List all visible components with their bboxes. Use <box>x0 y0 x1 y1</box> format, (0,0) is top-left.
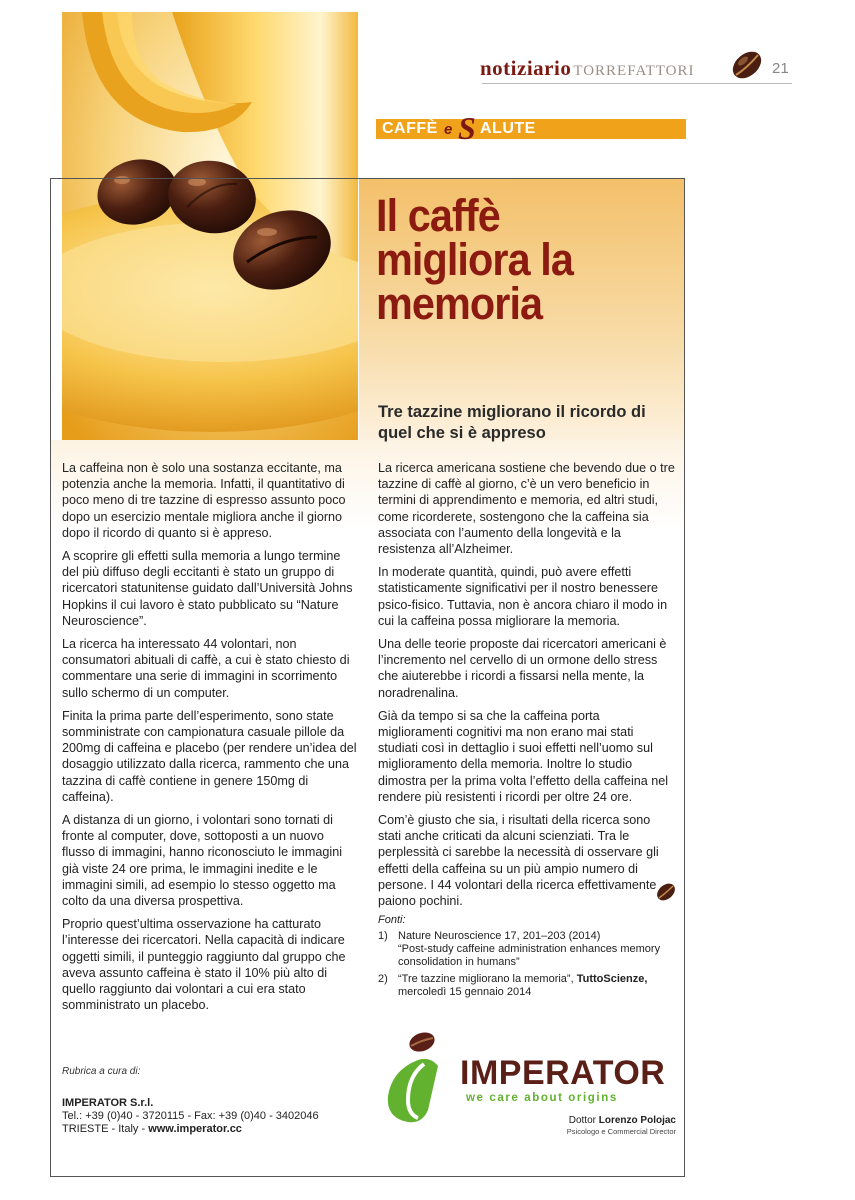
column-credit-label: Rubrica a cura di: <box>62 1066 141 1077</box>
paragraph: La ricerca ha interessato 44 volontari, non consumatori abituali di caffè, a cui è stato chiesto di commentare una serie di immagini in scorrimento sullo schermo di un computer. <box>62 637 350 700</box>
source-item <box>378 973 678 999</box>
paragraph: La ricerca americana sostiene che bevendo due o tre tazzine di caffè al giorno, c’è un vero beneficio in termini di apprendimento e memoria, ed altri studi, come ricorderete, sostengono che la caffeina sia associata con l’aumento della longevità e la resistenza all’Alzheimer. <box>378 461 675 557</box>
paragraph: Finita la prima parte dell’esperimento, sono state somministrate con campionatura casuale pillole da 200mg di caffeina e placebo (per rendere un’idea del dosaggio utilizzato dalla ricerca, rammento che una tazzina di caffè contiene in genere 150mg di caffeina). <box>62 708 357 804</box>
section-label-1: CAFFÈ <box>382 120 438 137</box>
section-banner <box>376 110 686 146</box>
author-role: Psicologo e Commercial Director <box>566 1127 676 1136</box>
company-city: TRIESTE - Italy - <box>62 1123 149 1135</box>
imperator-logo-icon <box>378 1026 458 1126</box>
coffee-bean-icon <box>728 46 766 84</box>
sources-heading: Fonti: <box>378 914 406 926</box>
article-subtitle: Tre tazzine migliorano il ricordo di quel che si è appreso <box>378 403 646 442</box>
page-number: 21 <box>772 60 789 77</box>
section-label-2: e <box>444 121 453 138</box>
section-label-3: S <box>458 110 476 146</box>
paragraph: In moderate quantità, quindi, può avere effetti statisticamente significativi per il nostro benessere psico-fisico. Tuttavia, non è ancora chiaro il modo in cui la caffeina possa migliorare la memoria. <box>378 565 668 628</box>
article-title: Il caffè migliora la memoria <box>376 190 573 329</box>
source-date: mercoledì 15 gennaio 2014 <box>398 986 532 998</box>
source-item <box>378 930 678 969</box>
paragraph: Com’è giusto che sia, i risultati della ricerca sono stati anche criticati da alcuni scienziati. Tra le perplessità ci sarebbe la necessità di osservare gli effetti della caffeina su un più ampio numero di persone. I 44 volontari della ricerca effettivamente paiono pochini. <box>378 813 659 909</box>
company-info <box>62 1097 319 1136</box>
magazine-name: notiziario <box>480 56 572 80</box>
company-website[interactable]: www.imperator.cc <box>148 1123 242 1135</box>
source-number: 1) <box>378 930 388 942</box>
paragraph: Una delle teorie proposte dai ricercatori americani è l’incremento nel cervello di un ormone dello stress che aiuterebbe i ricordi a fissarsi nella mente, la noradrenalina. <box>378 637 667 700</box>
author-prefix: Dottor <box>568 1115 599 1126</box>
logo-wordmark: IMPERATOR <box>460 1054 666 1092</box>
imperator-logo <box>378 1026 678 1126</box>
paragraph: Proprio quest’ultima osservazione ha catturato l’interesse dei ricercatori. Nella capacità di indicare oggetti simili, il punteggio raggiunto dal gruppo che aveva assunto caffeina è stato il 10% più alto di quello raggiunto dai volontari a cui era stato somministrato un placebo. <box>62 917 346 1013</box>
magazine-subname: TORREFATTORI <box>573 63 695 79</box>
page-header <box>480 56 810 80</box>
logo-tagline: we care about origins <box>466 1092 618 1104</box>
source-title: “Tre tazzine migliorano la memoria”, <box>398 973 577 985</box>
paragraph: La caffeina non è solo una sostanza eccitante, ma potenzia anche la memoria. Infatti, il quantitativo di poco meno di tre tazzine di espresso assunto poco dopo un esercizio mentale migliora anche il giorno dopo il ricordo di quanto si è appreso. <box>62 461 346 540</box>
sources <box>378 914 678 1003</box>
paragraph: A distanza di un giorno, i volontari sono tornati di fronte al computer, dove, sottoposti a un nuovo flusso di immagini, hanno riconosciuto le immagini già viste 24 ore prima, le immagini inedite e le immagini simili, ad esempio lo stesso oggetto ma colto da una diversa prospettiva. <box>62 813 342 909</box>
source-title: “Post-study caffeine administration enhances memory consolidation in humans” <box>398 943 661 968</box>
source-publication: TuttoScienze, <box>576 973 648 985</box>
author-signature <box>470 1115 676 1136</box>
coffee-bean-icon <box>654 880 678 904</box>
company-name: IMPERATOR S.r.l. <box>62 1097 154 1109</box>
header-divider <box>482 83 792 84</box>
author-name: Lorenzo Polojac <box>598 1115 676 1126</box>
company-contacts: Tel.: +39 (0)40 - 3720115 - Fax: +39 (0)40 - 3402046 <box>62 1110 319 1122</box>
paragraph: Già da tempo si sa che la caffeina porta miglioramenti cognitivi ma non erano mai stati studiati così in dettaglio i suoi effetti nell’uomo sul miglioramento della memoria. Inoltre lo studio dimostra per la prima volta l’effetto della caffeina nel rendere più resistenti i ricordi per oltre 24 ore. <box>378 708 669 804</box>
article-column-1 <box>62 460 360 1021</box>
paragraph: A scoprire gli effetti sulla memoria a lungo termine del più diffuso degli eccitanti è stato un gruppo di ricercatori statunitense guidato dall’Università Johns Hopkins il cui lavoro è stato pubblicato su “Nature Neuroscience”. <box>62 549 353 628</box>
section-label-4: ALUTE <box>480 120 536 137</box>
article-column-2 <box>378 460 676 916</box>
source-reference: Nature Neuroscience 17, 201–203 (2014) <box>398 930 601 942</box>
source-number: 2) <box>378 973 388 985</box>
